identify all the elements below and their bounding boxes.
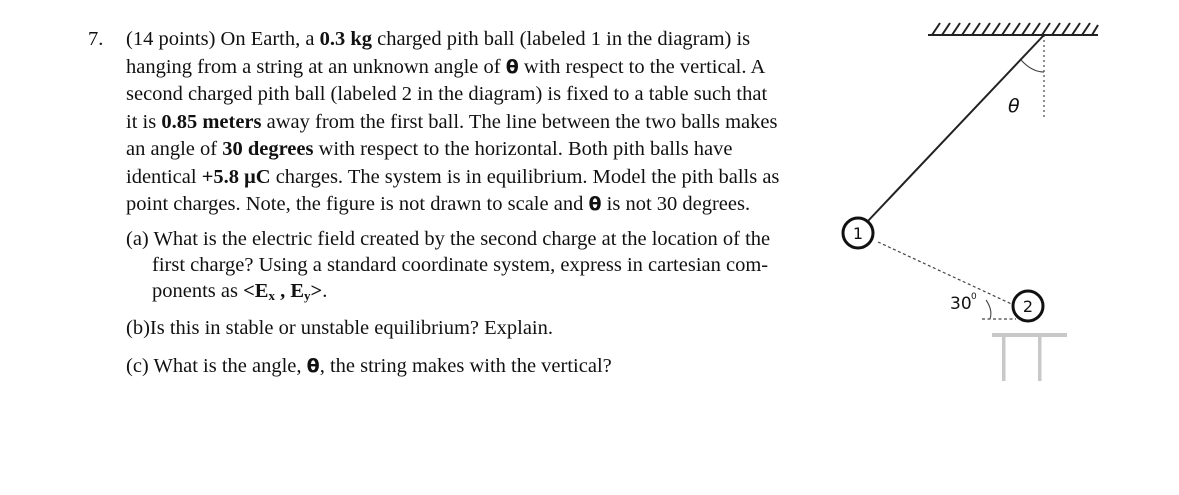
part-c-text — [126, 353, 846, 379]
ball-1-label: 1 — [852, 224, 864, 243]
statement-line-1 — [126, 26, 846, 54]
text-fragment: identical — [126, 165, 202, 188]
string — [867, 35, 1044, 222]
text-fragment: On Earth, a — [220, 28, 320, 50]
part-a — [126, 226, 846, 304]
theta-symbol: θ — [505, 55, 519, 78]
statement-line-3: second charged pith ball (labeled 2 in the diagram) is fixed to a table such that — [126, 83, 768, 105]
ceiling-hatching — [932, 23, 1098, 35]
text-fragment: <E — [243, 280, 269, 302]
part-c — [126, 353, 846, 379]
text-fragment: with respect to the horizontal. Both pith balls have — [313, 138, 733, 160]
statement-line-6 — [126, 164, 846, 192]
text-fragment: an angle of — [126, 138, 223, 160]
text-fragment: , E — [274, 280, 305, 302]
statement-line-5 — [126, 136, 846, 164]
degree-mark: 0 — [971, 292, 977, 302]
text-fragment: charged pith ball (labeled 1 in the diagram) is — [371, 28, 751, 50]
angle-value: 30 degrees — [222, 138, 314, 160]
angle-30-label: 30 — [950, 294, 972, 314]
part-b-text: (b)Is this in stable or unstable equilibrium? Explain. — [126, 317, 553, 339]
text-fragment: with respect to the vertical. A — [518, 55, 766, 78]
subscript-y: y — [304, 288, 311, 303]
problem-number: 7. — [88, 28, 104, 50]
statement-line-2 — [126, 54, 846, 82]
field-vector — [243, 280, 322, 302]
table-leg-left — [1002, 337, 1006, 381]
points: (14 points) — [126, 28, 216, 50]
text-fragment: is not 30 degrees. — [601, 193, 751, 215]
part-b — [126, 315, 846, 341]
text-fragment: away from the first ball. The line between the two balls makes — [261, 110, 778, 133]
charge-value: +5.8 μC — [201, 165, 271, 188]
text-fragment: . — [322, 280, 328, 302]
distance-value: 0.85 meters — [161, 110, 262, 133]
text-fragment: (c) What is the angle, — [126, 355, 307, 377]
ball-2-label: 2 — [1022, 297, 1034, 316]
ceiling — [928, 23, 1098, 35]
text-fragment: > — [310, 280, 323, 302]
theta-symbol: θ — [306, 355, 320, 377]
text-fragment: hanging from a string at an unknown angle of — [126, 55, 506, 78]
diagram-theta-label: θ — [1008, 95, 1020, 117]
part-a-line-3 — [126, 278, 846, 304]
statement-line-4 — [126, 109, 846, 137]
mass-value: 0.3 kg — [319, 28, 372, 50]
text-fragment: charges. The system is in equilibrium. Model the pith balls as — [270, 165, 780, 188]
physics-diagram — [840, 10, 1170, 410]
part-a-line-2: first charge? Using a standard coordinate system, express in cartesian com- — [152, 254, 769, 276]
table — [992, 333, 1067, 381]
line-between-balls — [878, 242, 1018, 307]
theta-symbol: θ — [588, 193, 602, 215]
text-fragment: , the string makes with the vertical? — [319, 355, 612, 377]
subscript-x: x — [268, 288, 275, 303]
table-top — [992, 333, 1067, 337]
part-a-line-1: (a) What is the electric field created by the second charge at the location of the — [126, 228, 771, 250]
problem-statement — [126, 26, 846, 219]
angle-arc — [986, 300, 991, 319]
text-fragment: ponents as — [152, 280, 244, 302]
text-fragment: point charges. Note, the figure is not drawn to scale and — [126, 193, 589, 215]
diagram-svg — [840, 10, 1170, 410]
theta-arc — [1021, 60, 1044, 72]
statement-line-7 — [126, 191, 846, 219]
table-leg-right — [1038, 337, 1042, 381]
text-fragment: it is — [126, 110, 162, 133]
